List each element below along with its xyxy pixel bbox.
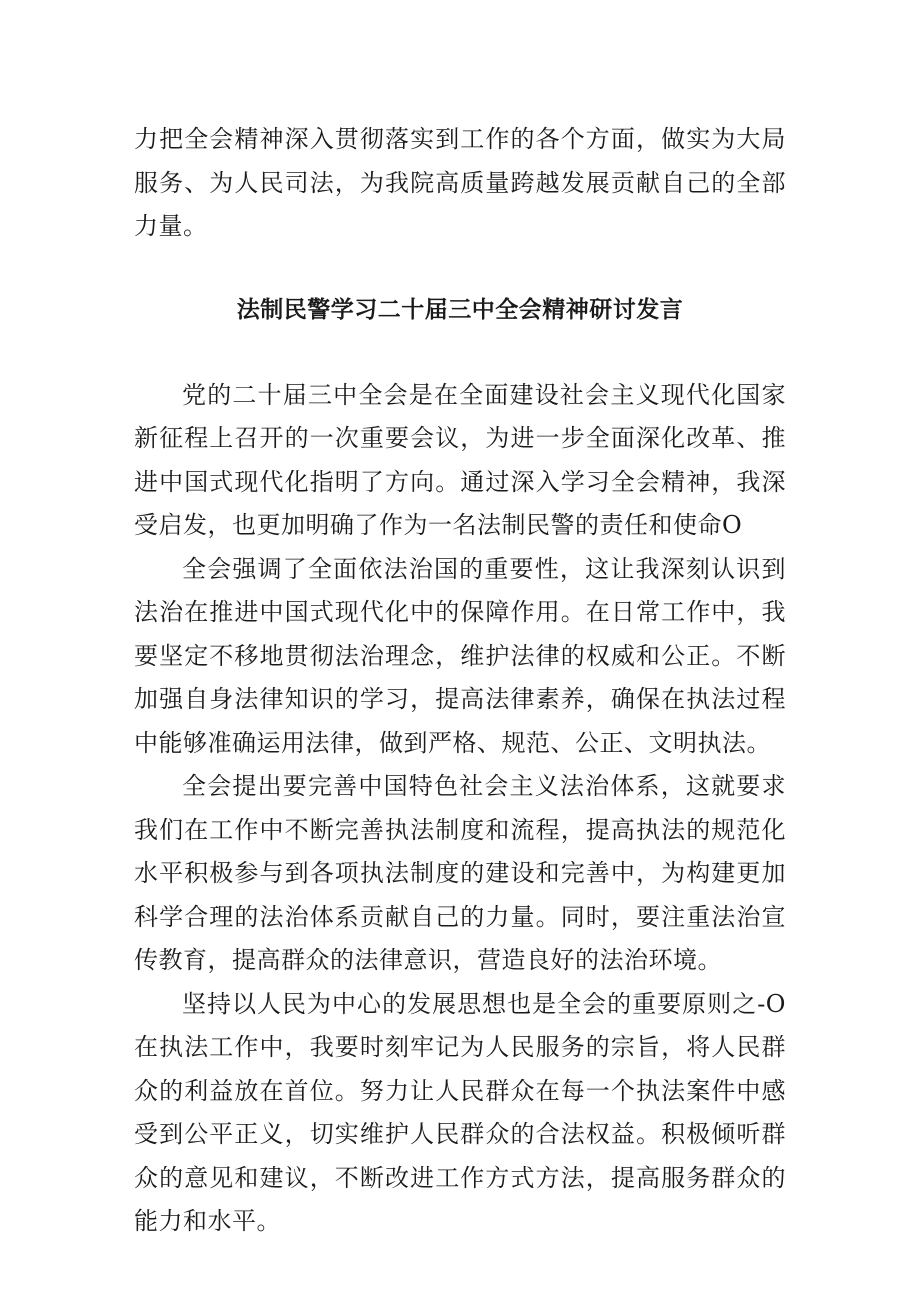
spacer xyxy=(134,249,786,289)
body-paragraph-2: 全会强调了全面依法治国的重要性，这让我深刻认识到法治在推进中国式现代化中的保障作用。在日常工作中，我要坚定不移地贯彻法治理念，维护法律的权威和公正。不断加强自身法律知识的学习，提高法律素养，确保在执法过程中能够准确运用法律，做到严格、规范、公正、文明执法。 xyxy=(134,554,786,757)
document-title: 法制民警学习二十届三中全会精神研讨发言 xyxy=(236,296,684,323)
body-paragraph-4: 坚持以人民为中心的发展思想也是全会的重要原则之-O在执法工作中，我要时刻牢记为人民服务的宗旨，将人民群众的利益放在首位。努力让人民群众在每一个执法案件中感受到公平正义，切实维护人民群众的合法权益。积极倾听群众的意见和建议，不断改进工作方式方法，提高服务群众的能力和水平。 xyxy=(134,989,786,1235)
body-paragraph-3: 全会提出要完善中国特色社会主义法治体系，这就要求我们在工作中不断完善执法制度和流程，提高执法的规范化水平积极参与到各项执法制度的建设和完善中，为构建更加科学合理的法治体系贡献自己的力量。同时，要注重法治宣传教育，提高群众的法律意识，营造良好的法治环境。 xyxy=(134,772,786,974)
body-paragraph-1: 党的二十届三中全会是在全面建设社会主义现代化国家新征程上召开的一次重要会议，为进一步全面深化改革、推进中国式现代化指明了方向。通过深入学习全会精神，我深受启发，也更加明确了作为一名法制民警的责任和使命O xyxy=(134,380,786,539)
lead-paragraph: 力把全会精神深入贯彻落实到工作的各个方面，做实为大局服务、为人民司法，为我院高质量跨越发展贡献自己的全部力量。 xyxy=(134,125,786,240)
spacer xyxy=(134,332,786,374)
document-page xyxy=(134,118,786,1244)
